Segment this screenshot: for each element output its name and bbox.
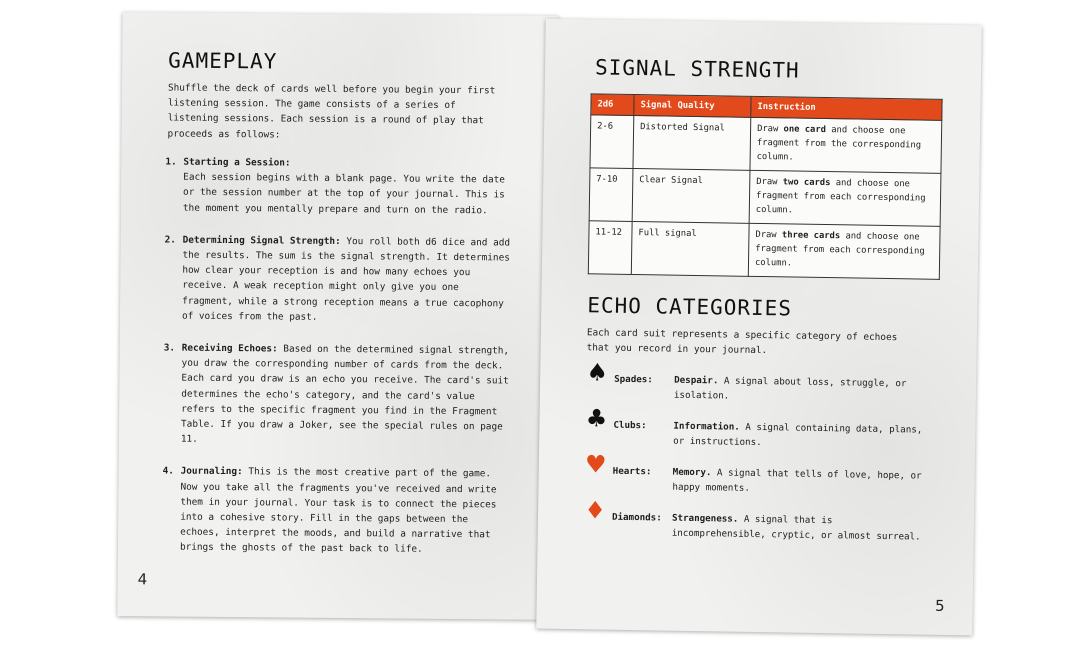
instruction-cell — [748, 223, 940, 279]
rule-item — [164, 232, 515, 326]
quality-cell: Distorted Signal — [633, 116, 751, 171]
table-row — [589, 168, 941, 227]
suit-row-spades — [584, 358, 944, 402]
page-number: 4 — [137, 570, 148, 589]
rule-heading: Receiving Echoes: — [181, 342, 278, 355]
suit-text: A signal containing data, plans, or instructions. — [673, 421, 923, 449]
diamond-icon: ♦ — [584, 496, 607, 525]
rule-body: This is the most creative part of the game. Now you take all the fragments you've received and write them in your journal. Your task is to connect the pieces into a cohesive story. Fill in the gaps between the echoes, interpret the moods, and build a narrative that brings the ghosts of the past back to life. — [179, 466, 497, 556]
column-header: Signal Quality — [634, 95, 751, 118]
suit-category: Strangeness. — [671, 512, 739, 525]
page-number: 5 — [934, 596, 945, 615]
rule-body: Based on the determined signal strength, you draw the corresponding number of cards from the deck. Each card you draw is an echo you receive. The card's suit determines the echo's category, and the card's value refers to the specific fragment you find in the Fragment Table. If you draw a Joker, see the special rules on page 11. — [180, 343, 510, 446]
rule-text — [181, 341, 514, 450]
instruction-bold: two cards — [782, 177, 831, 189]
rule-item — [163, 341, 514, 450]
suit-text: A signal about loss, struggle, or isolation. — [673, 375, 907, 402]
suit-row-clubs — [584, 404, 944, 449]
roll-cell: 11-12 — [588, 221, 632, 275]
suit-row-diamonds — [582, 496, 942, 543]
suit-name: Clubs: — [613, 419, 647, 432]
rule-body: You roll both d6 dice and add the results. The sum is the signal strength. It determines how clear your reception is and how many echoes you receive. A weak reception might only give you one fragment, while a strong reception means a true cacophony of voices from the past. — [181, 235, 511, 323]
club-icon: ♣ — [585, 404, 608, 433]
suit-description — [672, 465, 922, 499]
suit-row-hearts — [583, 450, 943, 494]
roll-cell: 7-10 — [589, 168, 633, 222]
page-title: GAMEPLAY — [168, 48, 278, 74]
column-header: 2d6 — [591, 94, 634, 116]
suit-description — [672, 511, 922, 545]
instruction-bold: three cards — [781, 230, 841, 242]
suit-category: Information. — [673, 420, 740, 433]
rule-text — [183, 155, 516, 219]
heart-icon: ♥ — [584, 450, 607, 479]
echo-intro-paragraph: Each card suit represents a specific category of echoes that you record in your journal. — [586, 327, 898, 357]
suit-category: Despair. — [674, 374, 719, 387]
rule-item — [162, 464, 513, 558]
instruction-cell — [749, 170, 941, 226]
suit-text: A signal that tells of love, hope, or happy moments. — [672, 467, 922, 494]
rules-list — [162, 154, 516, 575]
instruction-text: and choose one fragment from the corresponding column. — [756, 125, 922, 163]
signal-strength-table — [588, 93, 943, 280]
echo-categories-title: ECHO CATEGORIES — [587, 293, 793, 321]
rule-number: 2. — [164, 234, 177, 246]
rule-heading: Determining Signal Strength: — [182, 234, 341, 247]
left-page — [117, 12, 558, 620]
instruction-text: Draw — [755, 229, 783, 241]
suit-text: A signal that is incomprehensible, cryptic, or almost surreal. — [671, 513, 921, 543]
instruction-text: Draw — [757, 123, 784, 135]
rule-text — [180, 464, 513, 558]
suit-category: Memory. — [672, 466, 712, 479]
page-title: SIGNAL STRENGTH — [594, 55, 800, 83]
table-row — [590, 115, 942, 174]
rule-body: Each session begins with a blank page. You write the date or the session number at the top of your journal. This is the moment you mentally prepare and turn on the radio. — [182, 171, 505, 216]
suit-name: Hearts: — [612, 465, 652, 478]
rule-item — [165, 154, 516, 218]
quality-cell: Clear Signal — [632, 169, 750, 224]
instruction-text: and choose one fragment from each corresponding column. — [754, 231, 925, 269]
roll-cell: 2-6 — [590, 115, 634, 169]
rule-heading: Journaling: — [180, 466, 243, 478]
rule-text — [182, 232, 515, 326]
instruction-bold: one card — [783, 124, 827, 136]
rule-number: 4. — [162, 465, 174, 478]
rule-number: 1. — [165, 156, 177, 168]
table-row — [588, 221, 940, 280]
spade-icon: ♠ — [586, 358, 609, 387]
right-page — [536, 19, 982, 636]
column-header: Instruction — [751, 96, 942, 120]
instruction-cell — [750, 117, 942, 173]
suit-name: Spades: — [614, 373, 653, 386]
suit-name: Diamonds: — [611, 511, 662, 524]
suit-description — [674, 373, 924, 407]
rule-heading: Starting a Session: — [183, 156, 291, 169]
suit-description — [673, 419, 923, 453]
intro-paragraph: Shuffle the deck of cards well before you begin your first listening session. The game consists of a series of listening sessions. Each session is a round of play that proceeds as follows: — [167, 82, 496, 141]
instruction-text: Draw — [756, 176, 783, 188]
rule-number: 3. — [163, 342, 176, 354]
instruction-text: and choose one fragment from each corresponding column. — [755, 178, 926, 216]
quality-cell: Full signal — [631, 221, 749, 276]
